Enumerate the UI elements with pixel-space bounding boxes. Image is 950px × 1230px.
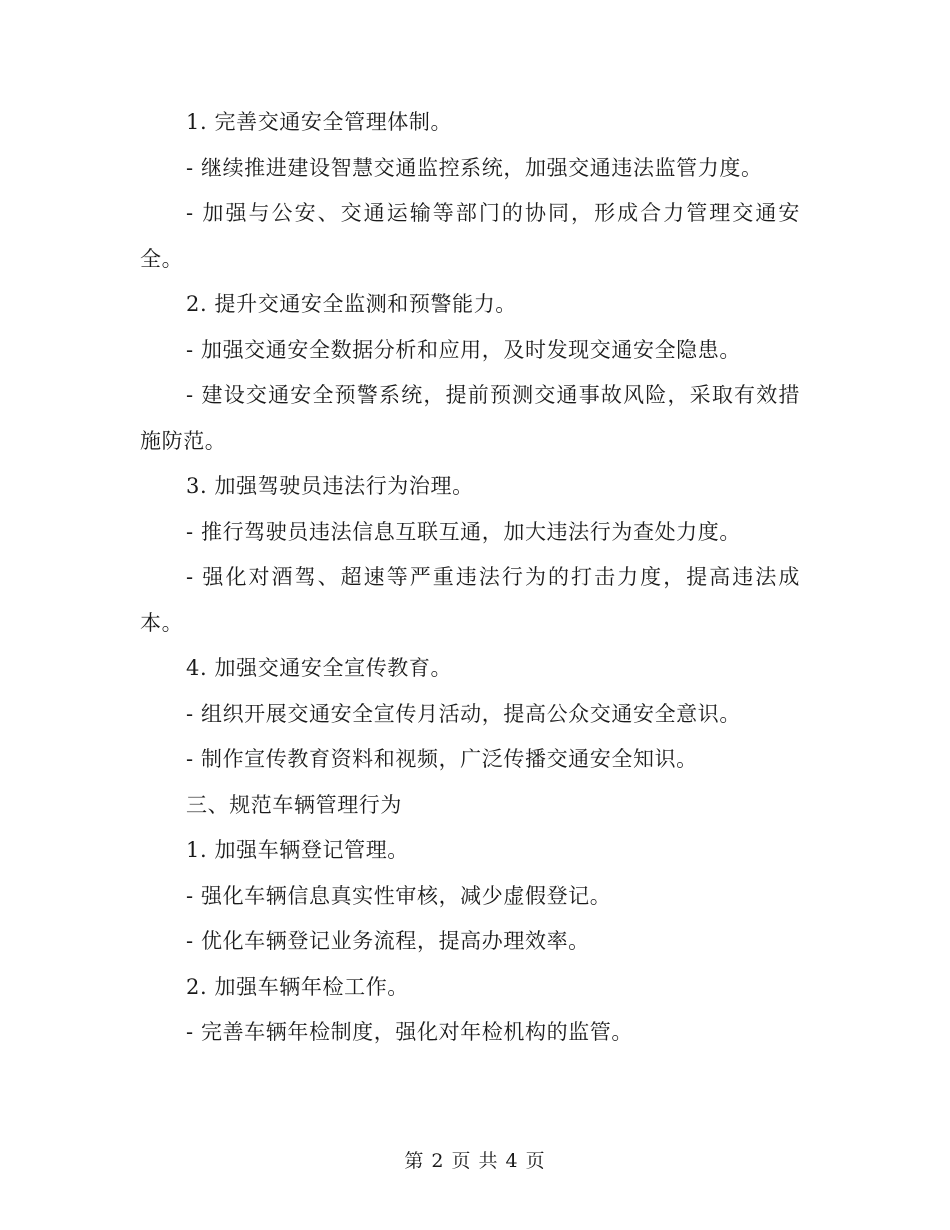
paragraph: 2. 加强车辆年检工作。 bbox=[186, 974, 409, 999]
paragraph: - 优化车辆登记业务流程，提高办理效率。 bbox=[186, 929, 590, 953]
paragraph: - 完善车辆年检制度，强化对年检机构的监管。 bbox=[186, 1020, 633, 1044]
paragraph: 3. 加强驾驶员违法行为治理。 bbox=[186, 474, 474, 498]
paragraph: - 加强与公安、交通运输等部门的协同，形成合力管理交通安全。 bbox=[140, 201, 800, 271]
paragraph: 2. 提升交通安全监测和预警能力。 bbox=[186, 292, 517, 316]
paragraph: - 制作宣传教育资料和视频，广泛传播交通安全知识。 bbox=[186, 747, 698, 771]
page-footer bbox=[0, 1146, 950, 1173]
paragraph: - 组织开展交通安全宣传月活动，提高公众交通安全意识。 bbox=[186, 701, 741, 726]
section-heading: 三、规范车辆管理行为 bbox=[186, 792, 402, 817]
paragraph: 1. 加强车辆登记管理。 bbox=[186, 838, 409, 862]
paragraph: 4. 加强交通安全宣传教育。 bbox=[186, 656, 453, 680]
paragraph: - 强化对酒驾、超速等严重违法行为的打击力度，提高违法成本。 bbox=[140, 565, 800, 635]
document-body bbox=[140, 100, 800, 1056]
paragraph: - 强化车辆信息真实性审核，减少虚假登记。 bbox=[186, 883, 612, 908]
page-number-label: 第 2 页 共 4 页 bbox=[404, 1150, 546, 1172]
paragraph: - 继续推进建设智慧交通监控系统，加强交通违法监管力度。 bbox=[186, 155, 763, 180]
paragraph: 1. 完善交通安全管理体制。 bbox=[186, 110, 453, 134]
paragraph: - 推行驾驶员违法信息互联互通，加大违法行为查处力度。 bbox=[186, 519, 741, 544]
paragraph: - 建设交通安全预警系统，提前预测交通事故风险，采取有效措施防范。 bbox=[140, 383, 800, 453]
paragraph: - 加强交通安全数据分析和应用，及时发现交通安全隐患。 bbox=[186, 337, 741, 362]
